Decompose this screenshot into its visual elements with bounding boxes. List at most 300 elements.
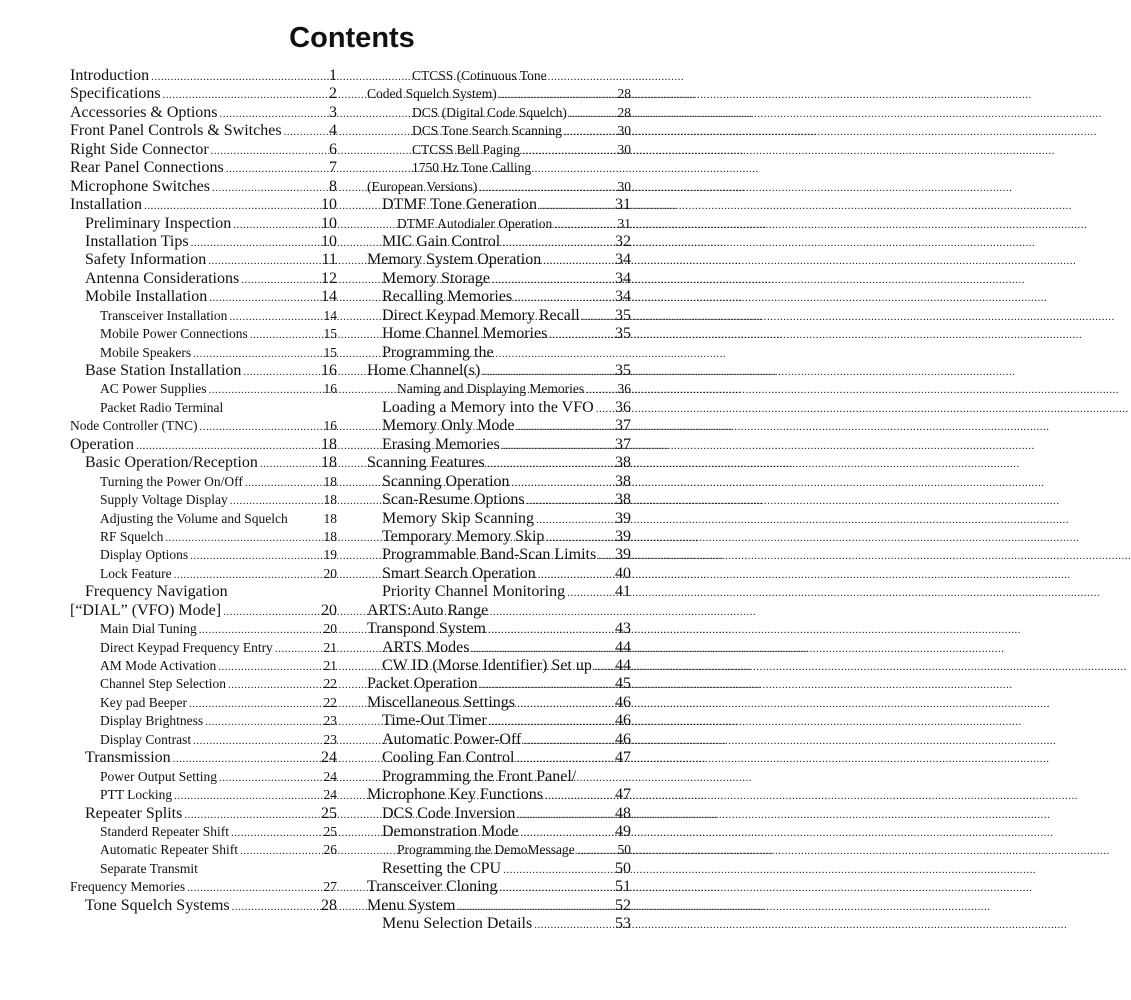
dot-leader bbox=[187, 879, 321, 897]
toc-entry-title: Resetting the CPU bbox=[382, 859, 502, 877]
toc-entry-title: DCS Tone Search Scanning bbox=[412, 123, 562, 139]
dot-leader bbox=[226, 160, 327, 178]
toc-entry bbox=[70, 602, 337, 620]
toc-entry bbox=[367, 528, 631, 546]
dot-leader bbox=[502, 437, 613, 455]
toc-entry-title: Priority Channel Monitoring bbox=[382, 583, 566, 601]
toc-entry bbox=[367, 620, 631, 638]
toc-entry-page: 26 bbox=[323, 842, 337, 858]
toc-entry-page: 39 bbox=[615, 527, 631, 545]
toc-entry-title: Memory Storage bbox=[382, 269, 490, 287]
dot-leader bbox=[499, 86, 616, 104]
dot-leader bbox=[516, 750, 613, 768]
toc-entry-title: Packet Operation bbox=[367, 675, 478, 693]
toc-entry-page: 21 bbox=[323, 639, 337, 655]
dot-leader bbox=[500, 879, 613, 897]
toc-entry bbox=[70, 823, 337, 841]
toc-entry-title: Transmission bbox=[85, 749, 171, 767]
toc-entry bbox=[367, 768, 631, 786]
dot-leader bbox=[193, 732, 321, 750]
toc-entry-page: 44 bbox=[615, 657, 631, 674]
toc-entry-title: Programming the bbox=[382, 343, 494, 361]
dot-leader bbox=[231, 824, 322, 842]
dot-leader bbox=[190, 547, 321, 565]
toc-entry-title: Microphone Key Functions bbox=[367, 786, 543, 804]
toc-entry bbox=[367, 122, 631, 140]
toc-entry-title: Packet Radio Terminal bbox=[100, 399, 224, 415]
toc-entry bbox=[70, 897, 337, 915]
toc-entry-page: 16 bbox=[323, 381, 337, 397]
toc-entry bbox=[367, 491, 631, 509]
toc-entry-page: 24 bbox=[323, 787, 337, 803]
toc-entry bbox=[70, 583, 337, 601]
toc-entry-title: Key pad Beeper bbox=[100, 694, 187, 710]
toc-entry-title: Safety Information bbox=[85, 251, 207, 269]
toc-entry bbox=[70, 288, 337, 306]
dot-leader bbox=[229, 308, 321, 326]
toc-entry-page: 32 bbox=[615, 232, 631, 250]
toc-entry-title: Cooling Fan Control bbox=[382, 749, 515, 767]
dot-leader bbox=[517, 806, 613, 824]
dot-leader bbox=[284, 123, 327, 141]
toc-entry-page: 47 bbox=[615, 749, 631, 767]
toc-entry-title: Frequency Memories bbox=[70, 879, 186, 895]
toc-entry-title: Mobile Power Connections bbox=[100, 326, 248, 342]
toc-entry-page: 30 bbox=[617, 123, 631, 139]
toc-entry-title: Smart Search Operation bbox=[382, 564, 536, 582]
toc-entry-title: Demonstration Mode bbox=[382, 822, 519, 840]
toc-entry-title: Accessories & Options bbox=[70, 103, 218, 121]
dot-leader bbox=[199, 418, 321, 436]
dot-leader bbox=[564, 123, 616, 141]
toc-entry bbox=[70, 159, 337, 177]
dot-leader bbox=[480, 676, 613, 694]
dot-leader bbox=[512, 474, 613, 492]
toc-entry bbox=[367, 731, 631, 749]
toc-entry-title: Lock Feature bbox=[100, 565, 172, 581]
dot-leader bbox=[174, 787, 321, 805]
toc-entry bbox=[70, 841, 337, 859]
toc-entry bbox=[70, 122, 337, 140]
toc-entry-title: Front Panel Controls & Switches bbox=[70, 122, 282, 140]
toc-entry bbox=[367, 417, 631, 435]
toc-entry-title: AC Power Supplies bbox=[100, 381, 207, 397]
toc-entry bbox=[367, 860, 631, 878]
toc-entry bbox=[70, 768, 337, 786]
toc-entry bbox=[367, 436, 631, 454]
toc-entry-title: CTCSS (Cotinuous Tone bbox=[412, 68, 547, 83]
toc-entry bbox=[367, 510, 631, 528]
toc-entry bbox=[367, 805, 631, 823]
dot-leader bbox=[569, 105, 616, 123]
toc-entry-page: 39 bbox=[615, 509, 631, 527]
dot-leader bbox=[492, 271, 613, 289]
toc-entry-title: Node Controller (TNC) bbox=[70, 418, 198, 434]
dot-leader bbox=[232, 898, 319, 916]
toc-entry-page: 40 bbox=[615, 564, 631, 582]
toc-entry bbox=[367, 823, 631, 841]
dot-leader bbox=[582, 308, 613, 326]
toc-entry-page: 53 bbox=[615, 915, 631, 933]
toc-entry bbox=[367, 694, 631, 712]
toc-entry bbox=[70, 67, 337, 85]
toc-entry bbox=[367, 841, 631, 859]
toc-entry-page: 37 bbox=[615, 417, 631, 435]
toc-entry-title: Tone Squelch Systems bbox=[85, 896, 230, 914]
toc-entry bbox=[70, 620, 337, 638]
toc-entry bbox=[367, 307, 631, 325]
toc-entry bbox=[70, 417, 337, 435]
dot-leader bbox=[163, 86, 327, 104]
toc-entry-title: Menu System bbox=[367, 896, 456, 914]
toc-entry bbox=[70, 85, 337, 103]
dot-leader bbox=[514, 289, 613, 307]
dot-leader bbox=[523, 732, 613, 750]
toc-entry-page: 50 bbox=[617, 842, 631, 858]
toc-entry bbox=[70, 675, 337, 693]
toc-entry-title: Transceiver Cloning bbox=[367, 878, 498, 896]
toc-entry bbox=[70, 510, 337, 528]
dot-leader bbox=[223, 603, 319, 621]
toc-entry-page: 10 bbox=[321, 196, 337, 214]
toc-entry-page: 38 bbox=[615, 472, 631, 490]
dot-leader bbox=[503, 861, 613, 879]
toc-entry-title: Installation Tips bbox=[85, 232, 189, 250]
toc-entry bbox=[367, 67, 631, 85]
toc-entry bbox=[70, 251, 337, 269]
dot-leader bbox=[489, 713, 613, 731]
toc-entry bbox=[367, 380, 631, 398]
toc-entry-title: Basic Operation/Reception bbox=[85, 454, 258, 472]
toc-entry-page: 46 bbox=[615, 730, 631, 748]
toc-entry-title: (European Versions) bbox=[367, 178, 478, 194]
toc-entry bbox=[367, 233, 631, 251]
toc-entry bbox=[70, 712, 337, 730]
toc-entry-page: 25 bbox=[323, 823, 337, 839]
toc-entry bbox=[367, 546, 631, 564]
toc-entry-title: Direct Keypad Frequency Entry bbox=[100, 639, 273, 655]
dot-leader bbox=[205, 713, 321, 731]
dot-leader bbox=[230, 492, 322, 510]
toc-entry-title: Coded Squelch System) bbox=[367, 86, 497, 102]
toc-entry-title: PTT Locking bbox=[100, 787, 173, 803]
toc-entry-page: 7 bbox=[329, 159, 337, 177]
toc-entry-title: Direct Keypad Memory Recall bbox=[382, 306, 580, 324]
toc-entry-title: Scanning Features bbox=[367, 454, 485, 472]
toc-entry bbox=[70, 233, 337, 251]
toc-entry-page: 16 bbox=[323, 418, 337, 434]
toc-entry-title: Specifications bbox=[70, 85, 161, 103]
toc-entry-page: 15 bbox=[323, 326, 337, 342]
toc-entry bbox=[70, 399, 337, 417]
dot-leader bbox=[275, 640, 322, 658]
toc-entry-title: Transpond System bbox=[367, 620, 486, 638]
toc-entry bbox=[70, 878, 337, 896]
toc-entry-title: Microphone Switches bbox=[70, 177, 210, 195]
toc-entry-page: 36 bbox=[615, 398, 631, 416]
toc-entry-page: 28 bbox=[617, 86, 631, 102]
toc-entry-title: Repeater Splits bbox=[85, 804, 183, 822]
toc-entry bbox=[70, 344, 337, 362]
toc-entry bbox=[70, 860, 337, 878]
dot-leader bbox=[472, 640, 614, 658]
toc-entry-title: Adjusting the Volume and Squelch bbox=[100, 510, 288, 526]
toc-entry bbox=[367, 897, 631, 915]
toc-entry-page: 18 bbox=[323, 510, 337, 526]
toc-entry-title: ARTS Modes bbox=[382, 638, 470, 656]
dot-leader bbox=[517, 695, 613, 713]
dot-leader bbox=[479, 179, 615, 197]
dot-leader bbox=[209, 381, 322, 399]
toc-entry bbox=[367, 749, 631, 767]
toc-entry-title: Standerd Repeater Shift bbox=[100, 823, 229, 839]
toc-entry bbox=[70, 731, 337, 749]
toc-entry bbox=[70, 325, 337, 343]
toc-entry-title: Erasing Memories bbox=[382, 435, 500, 453]
toc-entry-page: 35 bbox=[615, 325, 631, 343]
toc-entry-title: Scan-Resume Options bbox=[382, 491, 525, 509]
toc-entry bbox=[367, 454, 631, 472]
toc-entry bbox=[70, 307, 337, 325]
toc-entry-title: AM Mode Activation bbox=[100, 658, 217, 673]
dot-leader bbox=[598, 547, 613, 565]
toc-entry-page: 38 bbox=[615, 491, 631, 509]
toc-entry bbox=[367, 915, 631, 933]
dot-leader bbox=[173, 750, 319, 768]
toc-entry-page: 4 bbox=[329, 122, 337, 140]
dot-leader bbox=[586, 381, 615, 399]
toc-entry bbox=[367, 251, 631, 269]
toc-entry-title: [“DIAL” (VFO) Mode] bbox=[70, 601, 222, 619]
toc-entry-page: 37 bbox=[615, 435, 631, 453]
dot-leader bbox=[243, 363, 319, 381]
dot-leader bbox=[539, 197, 613, 215]
toc-entry bbox=[367, 878, 631, 896]
toc-entry bbox=[70, 565, 337, 583]
toc-entry-page: 10 bbox=[321, 214, 337, 232]
toc-entry-title: ARTS:Auto Range bbox=[367, 601, 489, 619]
toc-entry bbox=[70, 786, 337, 804]
toc-entry-page: 2 bbox=[329, 85, 337, 103]
toc-entry-title: Time-Out Timer bbox=[382, 712, 487, 730]
toc-entry bbox=[70, 546, 337, 564]
toc-entry bbox=[70, 805, 337, 823]
toc-entry bbox=[367, 657, 631, 675]
toc-entry bbox=[70, 491, 337, 509]
dot-leader bbox=[482, 363, 613, 381]
toc-entry-title: Main Dial Tuning bbox=[100, 621, 197, 637]
dot-leader bbox=[151, 68, 327, 86]
toc-entry bbox=[367, 325, 631, 343]
toc-entry bbox=[367, 362, 631, 380]
dot-leader bbox=[546, 529, 613, 547]
toc-entry-page: 18 bbox=[323, 473, 337, 489]
toc-entry-page: 22 bbox=[323, 676, 337, 692]
toc-entry-title: Operation bbox=[70, 435, 134, 453]
dot-leader bbox=[538, 566, 613, 584]
toc-entry-page: 34 bbox=[615, 269, 631, 287]
toc-entry-title: Naming and Displaying Memories bbox=[397, 381, 585, 397]
toc-entry-page: 25 bbox=[321, 804, 337, 822]
dot-leader bbox=[191, 234, 319, 252]
toc-entry-page: 18 bbox=[323, 528, 337, 544]
toc-entry-page: 49 bbox=[615, 822, 631, 840]
toc-entry-title: 1750 Hz Tone Calling bbox=[412, 160, 532, 176]
toc-entry-title: CW ID (Morse Identifier) Set up bbox=[382, 657, 592, 674]
toc-entry-page: 48 bbox=[615, 804, 631, 822]
dot-leader bbox=[596, 400, 613, 418]
toc-entry-title: Loading a Memory into the VFO bbox=[382, 398, 594, 416]
toc-entry-page: 38 bbox=[615, 454, 631, 472]
toc-entry bbox=[70, 141, 337, 159]
toc-entry bbox=[367, 399, 631, 417]
toc-entry-page: 27 bbox=[323, 879, 337, 895]
toc-entry bbox=[367, 288, 631, 306]
toc-entry bbox=[70, 215, 337, 233]
toc-entry-page: 50 bbox=[615, 859, 631, 877]
toc-entry bbox=[367, 159, 631, 177]
toc-entry-title: MIC Gain Control bbox=[382, 232, 501, 250]
toc-entry bbox=[70, 178, 337, 196]
dot-leader bbox=[520, 824, 613, 842]
toc-entry-title: Transceiver Installation bbox=[100, 307, 228, 323]
dot-leader bbox=[545, 787, 613, 805]
dot-leader bbox=[189, 695, 322, 713]
toc-entry bbox=[70, 657, 337, 675]
toc-entry bbox=[70, 694, 337, 712]
toc-entry-page: 6 bbox=[329, 140, 337, 158]
toc-entry-title: Miscellaneous Settings bbox=[367, 693, 515, 711]
toc-entry bbox=[70, 528, 337, 546]
dot-leader bbox=[250, 326, 322, 344]
toc-entry bbox=[367, 602, 631, 620]
toc-entry-page: 18 bbox=[323, 492, 337, 508]
toc-entry-title: Mobile Speakers bbox=[100, 344, 192, 360]
toc-entry-page: 31 bbox=[615, 196, 631, 214]
toc-entry-title: Installation bbox=[70, 196, 142, 214]
toc-entry-title: Display Options bbox=[100, 547, 189, 563]
toc-entry-title: CTCSS Bell Paging bbox=[412, 141, 521, 157]
toc-entry-title: Programming the DemoMessage bbox=[397, 842, 575, 858]
toc-entry-page: 35 bbox=[615, 362, 631, 379]
toc-entry-title: Rear Panel Connections bbox=[70, 159, 224, 177]
toc-entry-page: 20 bbox=[323, 621, 337, 637]
toc-entry-title: Display Brightness bbox=[100, 713, 204, 729]
toc-entry-title: Home Channel(s) bbox=[367, 362, 481, 379]
toc-entry-page: 14 bbox=[323, 307, 337, 323]
dot-leader bbox=[193, 345, 321, 363]
dot-leader bbox=[240, 842, 322, 860]
toc-entry-page: 47 bbox=[615, 786, 631, 804]
toc-entry-title: Turning the Power On/Off bbox=[100, 473, 243, 489]
toc-entry bbox=[367, 104, 631, 122]
dot-leader bbox=[457, 898, 613, 916]
toc-entry-title: Introduction bbox=[70, 67, 150, 84]
toc-entry bbox=[367, 270, 631, 288]
contents-right-column bbox=[367, 67, 631, 934]
toc-entry-title: Base Station Installation bbox=[85, 362, 242, 379]
toc-entry-page: 23 bbox=[323, 731, 337, 747]
toc-entry-page: 22 bbox=[323, 694, 337, 710]
toc-entry bbox=[367, 675, 631, 693]
dot-leader bbox=[260, 455, 319, 473]
dot-leader bbox=[549, 326, 613, 344]
toc-entry-page: 52 bbox=[615, 896, 631, 914]
dot-leader bbox=[212, 179, 327, 197]
toc-entry-title: Scanning Operation bbox=[382, 472, 510, 490]
toc-entry bbox=[367, 473, 631, 491]
dot-leader bbox=[199, 621, 322, 639]
toc-entry-title: Antenna Considerations bbox=[85, 269, 240, 287]
toc-entry bbox=[70, 473, 337, 491]
toc-entry-page: 1 bbox=[329, 67, 337, 84]
toc-entry bbox=[70, 639, 337, 657]
toc-entry-page: 35 bbox=[615, 306, 631, 324]
toc-entry-title: Supply Voltage Display bbox=[100, 492, 228, 508]
dot-leader bbox=[165, 529, 321, 547]
toc-entry-page: 20 bbox=[321, 601, 337, 619]
toc-entry bbox=[367, 712, 631, 730]
toc-entry-page: 12 bbox=[321, 269, 337, 287]
toc-entry-page: 10 bbox=[321, 232, 337, 250]
page-title: Contents bbox=[289, 22, 415, 54]
toc-entry bbox=[367, 344, 631, 362]
dot-leader bbox=[241, 271, 319, 289]
dot-leader bbox=[228, 676, 322, 694]
toc-entry-title: Separate Transmit bbox=[100, 860, 198, 876]
dot-leader bbox=[487, 455, 613, 473]
toc-entry-page: 34 bbox=[615, 288, 631, 306]
toc-entry-page: 28 bbox=[617, 104, 631, 120]
toc-entry-page: 36 bbox=[617, 381, 631, 397]
toc-entry-title: DTMF Tone Generation bbox=[382, 196, 537, 214]
toc-entry-title: Temporary Memory Skip bbox=[382, 527, 545, 545]
toc-entry-title: Programming the Front Panel/ bbox=[382, 767, 577, 785]
dot-leader bbox=[184, 806, 319, 824]
toc-entry-page: 34 bbox=[615, 251, 631, 269]
dot-leader bbox=[136, 437, 319, 455]
toc-entry-title: Mobile Installation bbox=[85, 288, 208, 306]
dot-leader bbox=[527, 492, 613, 510]
dot-leader bbox=[220, 105, 327, 123]
dot-leader bbox=[543, 252, 613, 270]
toc-entry-page: 19 bbox=[323, 547, 337, 563]
toc-entry-page: 18 bbox=[321, 435, 337, 453]
toc-entry-page: 43 bbox=[615, 620, 631, 638]
toc-entry-title: Power Output Setting bbox=[100, 768, 217, 784]
toc-entry bbox=[367, 196, 631, 214]
toc-entry-title: Preliminary Inspection bbox=[85, 214, 232, 232]
dot-leader bbox=[174, 566, 322, 584]
toc-entry bbox=[367, 786, 631, 804]
toc-entry-page: 15 bbox=[323, 344, 337, 360]
toc-entry bbox=[70, 196, 337, 214]
toc-entry-page: 24 bbox=[323, 768, 337, 784]
dot-leader bbox=[516, 418, 613, 436]
dot-leader bbox=[245, 474, 322, 492]
dot-leader bbox=[211, 142, 327, 160]
contents-left-column bbox=[70, 67, 337, 915]
toc-entry-page: 30 bbox=[617, 178, 631, 194]
dot-leader bbox=[219, 769, 322, 787]
toc-entry bbox=[70, 380, 337, 398]
toc-entry-title: Display Contrast bbox=[100, 731, 192, 747]
toc-entry-title: Recalling Memories bbox=[382, 288, 513, 306]
toc-entry bbox=[367, 141, 631, 159]
toc-entry-title: DTMF Autodialer Operation bbox=[397, 215, 553, 231]
toc-entry-title: Home Channel Memories bbox=[382, 325, 548, 343]
toc-entry-page: 24 bbox=[321, 749, 337, 767]
